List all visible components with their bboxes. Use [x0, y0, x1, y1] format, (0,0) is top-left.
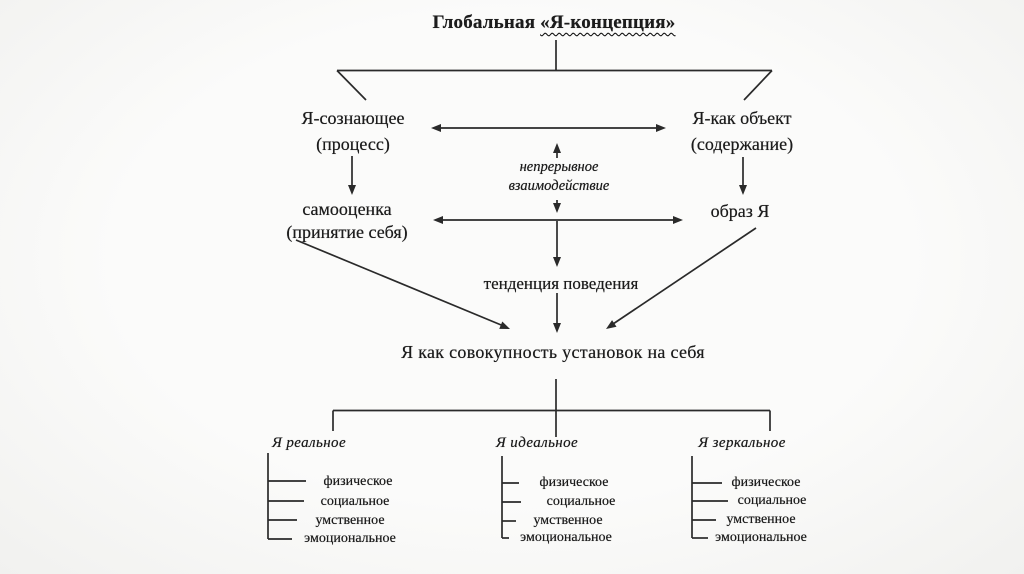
- title-fanout-lines: [337, 40, 772, 100]
- label-continuous-interaction: непрерывное взаимодействие: [508, 159, 610, 194]
- branches-fanout-lines: [333, 379, 770, 437]
- branch-ideal-item-mental: умственное: [533, 513, 603, 528]
- branch-ideal-item-physical: физическое: [539, 475, 609, 490]
- branch-mirror-item-physical: физическое: [731, 475, 801, 490]
- node-self-image: образ Я: [710, 201, 770, 221]
- double-arrow-middle: [433, 216, 683, 224]
- node-aggregate-attitudes: Я как совокупность установок на себя: [401, 342, 705, 362]
- diagram-title-prefix: Глобальная: [432, 12, 541, 33]
- branch-real-item-physical: физическое: [323, 474, 393, 489]
- arrow-selfesteem-to-aggregate: [296, 240, 512, 333]
- branch-ideal-item-social: социальное: [546, 494, 616, 509]
- node-behavior-tendency: тенденция поведения: [483, 274, 639, 293]
- branch-real-label: Я реальное: [271, 435, 347, 451]
- branch-mirror-tree: [692, 456, 728, 538]
- branch-mirror-label: Я зеркальное: [698, 435, 786, 451]
- branch-real-item-social: социальное: [320, 494, 390, 509]
- diagram-title-emphasis: «Я-концепция»: [540, 12, 676, 33]
- double-arrow-top: [431, 124, 666, 132]
- branch-mirror-item-mental: умственное: [726, 512, 796, 527]
- arrow-process-to-selfesteem: [348, 156, 356, 195]
- branch-real-tree: [268, 453, 306, 539]
- arrow-content-to-selfimage: [739, 157, 747, 195]
- branch-ideal-item-emotional: эмоциональное: [520, 530, 612, 545]
- node-i-conscious: Я-сознающее (процесс): [301, 108, 405, 154]
- node-self-esteem: самооценка (принятие себя): [286, 199, 408, 242]
- branch-real-item-mental: умственное: [315, 513, 385, 528]
- branch-real-item-emotional: эмоциональное: [304, 531, 396, 546]
- arrow-to-tendency: [553, 221, 561, 267]
- branch-mirror-item-social: социальное: [737, 493, 807, 508]
- branch-ideal-label: Я идеальное: [495, 435, 579, 451]
- node-i-object: Я-как объект (содержание): [690, 108, 794, 154]
- diagram-title: [433, 10, 676, 36]
- branch-ideal-tree: [502, 456, 521, 538]
- arrow-tendency-to-aggregate: [553, 293, 561, 333]
- branch-mirror-item-emotional: эмоциональное: [715, 530, 807, 545]
